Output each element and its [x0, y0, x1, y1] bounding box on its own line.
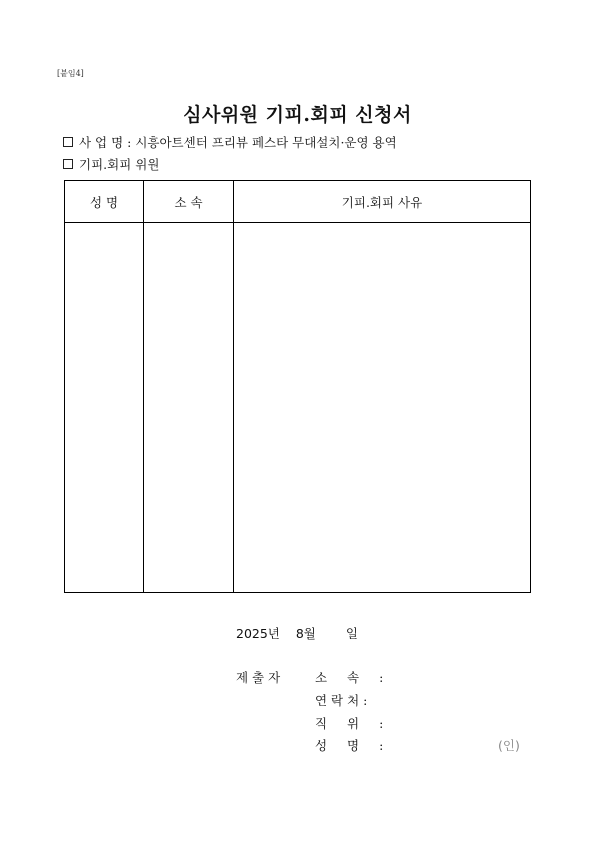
- date-year: 2025년: [236, 626, 280, 641]
- date-day: 일: [345, 626, 358, 641]
- submitter-label: 제 출 자: [236, 670, 281, 685]
- project-text: 사 업 명 : 시흥아트센터 프리뷰 페스타 무대설치·운영 용역: [79, 135, 397, 150]
- header-affiliation: 소 속: [144, 181, 234, 223]
- date-line: [236, 624, 358, 642]
- page-title: 심사위원 기피.회피 신청서: [183, 104, 412, 126]
- project-line: [63, 133, 397, 151]
- cell-reason[interactable]: [234, 223, 531, 593]
- cell-affiliation[interactable]: [144, 223, 234, 593]
- section-text: 기피.회피 위원: [79, 157, 160, 172]
- affiliation-label: 소 속 :: [315, 670, 384, 685]
- name-label: 성 명 :: [315, 738, 384, 753]
- contact-label: 연 락 처 :: [315, 693, 368, 708]
- position-label: 직 위 :: [315, 716, 384, 731]
- annex-label: [붙임4]: [57, 69, 84, 78]
- checkbox-icon: [63, 159, 73, 169]
- seal-mark: (인): [498, 738, 520, 753]
- table-row: [65, 223, 531, 593]
- header-reason: 기피.회피 사유: [234, 181, 531, 223]
- checkbox-icon: [63, 137, 73, 147]
- header-name: 성 명: [65, 181, 144, 223]
- cell-name[interactable]: [65, 223, 144, 593]
- table-header-row: [65, 181, 531, 223]
- date-month: 8월: [295, 626, 316, 641]
- section-line: [63, 155, 159, 173]
- recusal-table: [64, 180, 531, 593]
